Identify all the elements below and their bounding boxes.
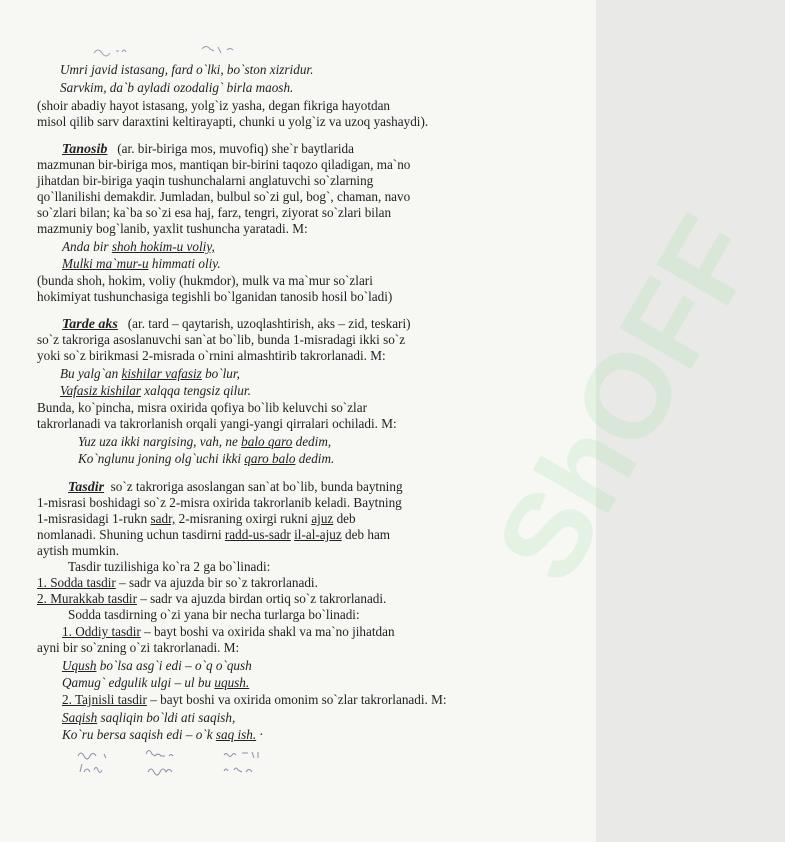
verse-line: [60, 366, 240, 381]
text-line: [37, 527, 390, 542]
text-line: so`z takroriga asoslanuvchi san`at bo`lib, bunda 1-misradagi ikki so`z: [37, 332, 406, 347]
verse-line: [62, 256, 221, 271]
text-fragment: deb ham: [341, 527, 391, 542]
verse-line: Umri javid istasang, fard o`lki, bo`ston xizridur.: [60, 62, 314, 77]
underlined-fragment: radd-us-sadr: [224, 527, 291, 542]
text-line: mazmuniy bog`lanib, yaxlit tushuncha yaratadi. M:: [37, 221, 308, 236]
underlined-fragment: 1. Oddiy tasdir: [62, 624, 141, 639]
text-line: hokimiyat tushunchasiga tegishli bo`lganidan tanosib hosil bo`ladi): [37, 289, 393, 304]
underlined-fragment: Mulki ma`mur-u: [62, 256, 149, 271]
text-line: Tasdir tuzilishiga ko`ra 2 ga bo`linadi:: [68, 559, 271, 574]
text-fragment: Bu yalg`an: [60, 366, 122, 381]
text-fragment: bo`lsa asg`i edi – o`q o`qush: [96, 658, 252, 673]
text-fragment: xalqqa tengsiz qilur.: [140, 383, 251, 398]
text-fragment: dedim.: [295, 451, 335, 466]
text-fragment: Qamug` edgulik ulgi – ul bu: [62, 675, 215, 690]
verse-line: [62, 710, 235, 725]
text-line: qo`llanilishi demakdir. Jumladan, bulbul so`zi gul, bog`, chaman, navo: [37, 189, 411, 204]
text-line: 1-misrasi boshidagi so`z 2-misra oxirida takrorlanib keladi. Baytning: [37, 495, 402, 510]
underlined-fragment: kishilar vafasiz: [121, 366, 202, 381]
text-fragment: (ar. bir-biriga mos, muvofiq) she`r baytlarida: [117, 141, 354, 156]
section-heading-tarde-aks: Tarde aks: [62, 317, 118, 332]
underlined-fragment: sadr,: [150, 511, 176, 526]
text-line: (shoir abadiy hayot istasang, yolg`iz yasha, degan fikriga hayotdan: [37, 98, 391, 113]
text-fragment: Ko`nglunu joning olg`uchi ikki: [78, 451, 245, 466]
text-fragment: himmati oliy.: [148, 256, 221, 271]
section-heading-tanosib: Tanosib: [62, 142, 108, 157]
text-line: mazmunan bir-biriga mos, mantiqan bir-birini taqozo qiladigan, ma`no: [37, 157, 411, 172]
text-fragment: – bayt boshi va oxirida omonim so`zlar takrorlanadi. M:: [146, 692, 447, 707]
text-line: Sodda tasdirning o`zi yana bir necha turlarga bo`linadi:: [68, 607, 360, 622]
section-heading-tasdir: Tasdir: [68, 480, 105, 495]
text-line: yoki so`z birikmasi 2-misrada o`rnini almashtirib takrorlanadi. M:: [37, 348, 386, 363]
text-fragment: bo`lur,: [201, 366, 240, 381]
handwriting-scribble: [92, 43, 242, 57]
handwritten-note-bottom: [74, 746, 304, 781]
text-line: jihatdan bir-biriga yaqin tushunchalarni anglatuvchi so`zlarning: [37, 173, 374, 188]
text-fragment: nomlanadi. Shuning uchun tasdirni: [37, 527, 225, 542]
underlined-fragment: Uqush: [62, 658, 97, 673]
underlined-fragment: saq ish.: [215, 727, 257, 742]
underlined-fragment: qaro balo: [244, 451, 296, 466]
text-fragment: dedim,: [292, 434, 332, 449]
text-line: takrorlanadi va takrorlanish orqali yangi-yangi qirralari ochiladi. M:: [37, 416, 397, 431]
verse-line: [62, 675, 249, 690]
list-item: [37, 591, 386, 606]
text-fragment: 1-misrasidagi 1-rukn: [37, 511, 151, 526]
text-line: (bunda shoh, hokim, voliy (hukmdor), mulk va ma`mur so`zlari: [37, 273, 373, 288]
text-fragment: Yuz uza ikki nargising, vah, ne: [78, 434, 242, 449]
verse-line: [62, 658, 252, 673]
verse-line: [78, 434, 331, 449]
text-line: aytish mumkin.: [37, 543, 120, 558]
verse-line: [78, 451, 334, 466]
list-item: [62, 692, 447, 707]
handwriting-scribble: [74, 746, 304, 778]
watermark: ShOFF: [470, 195, 783, 603]
underlined-fragment: il-al-ajuz: [294, 527, 342, 542]
text-fragment: saqliqin bo`ldi ati saqish,: [97, 710, 236, 725]
underlined-fragment: Saqish: [62, 710, 98, 725]
underlined-fragment: ajuz: [311, 511, 334, 526]
text-fragment: so`z takroriga asoslangan san`at bo`lib, bunda baytning: [110, 479, 403, 494]
text-fragment: – bayt boshi va oxirida shakl va ma`no jihatdan: [140, 624, 395, 639]
text-fragment: ·: [256, 727, 263, 742]
underlined-fragment: Vafasiz kishilar: [60, 383, 141, 398]
section-tasdir-first-line: [68, 479, 403, 495]
text-fragment: – sadr va ajuzda bir so`z takrorlanadi.: [115, 575, 318, 590]
verse-line: Sarvkim, da`b ayladi ozodalig` birla maosh.: [60, 80, 294, 95]
verse-line: [60, 383, 251, 398]
text-line: ayni bir so`zning o`zi takrorlanadi. M:: [37, 640, 240, 655]
list-item: [62, 624, 395, 639]
underlined-fragment: uqush.: [214, 675, 250, 690]
underlined-fragment: shoh hokim-u voliy,: [111, 239, 215, 254]
text-line: Bunda, ko`pincha, misra oxirida qofiya bo`lib keluvchi so`zlar: [37, 400, 367, 415]
text-line: [37, 511, 356, 526]
verse-line: [62, 727, 263, 742]
section-tarde-aks-first-line: [62, 316, 411, 332]
list-item: [37, 575, 318, 590]
underlined-fragment: 2. Murakkab tasdir: [37, 591, 137, 606]
underlined-fragment: balo qaro: [241, 434, 293, 449]
underlined-fragment: 2. Tajnisli tasdir: [62, 692, 147, 707]
verse-line: [62, 239, 215, 254]
text-fragment: – sadr va ajuzda birdan ortiq so`z takrorlanadi.: [136, 591, 387, 606]
text-fragment: 2-misraning oxirgi rukni: [175, 511, 312, 526]
text-fragment: Ko`ru bersa saqish edi – o`k: [62, 727, 216, 742]
handwritten-note-top: [92, 43, 242, 60]
underlined-fragment: 1. Sodda tasdir: [37, 575, 116, 590]
text-fragment: (ar. tard – qaytarish, uzoqlashtirish, aks – zid, teskari): [127, 316, 411, 331]
text-line: misol qilib sarv daraxtini keltirayapti, chunki u yolg`iz va uzoq yashaydi).: [37, 114, 429, 129]
text-line: so`zlari bilan; ka`ba so`zi esa haj, farz, tengri, ziyorat so`zlari bilan: [37, 205, 392, 220]
text-fragment: deb: [333, 511, 356, 526]
text-fragment: Anda bir: [62, 239, 112, 254]
section-tanosib-first-line: [62, 141, 354, 157]
